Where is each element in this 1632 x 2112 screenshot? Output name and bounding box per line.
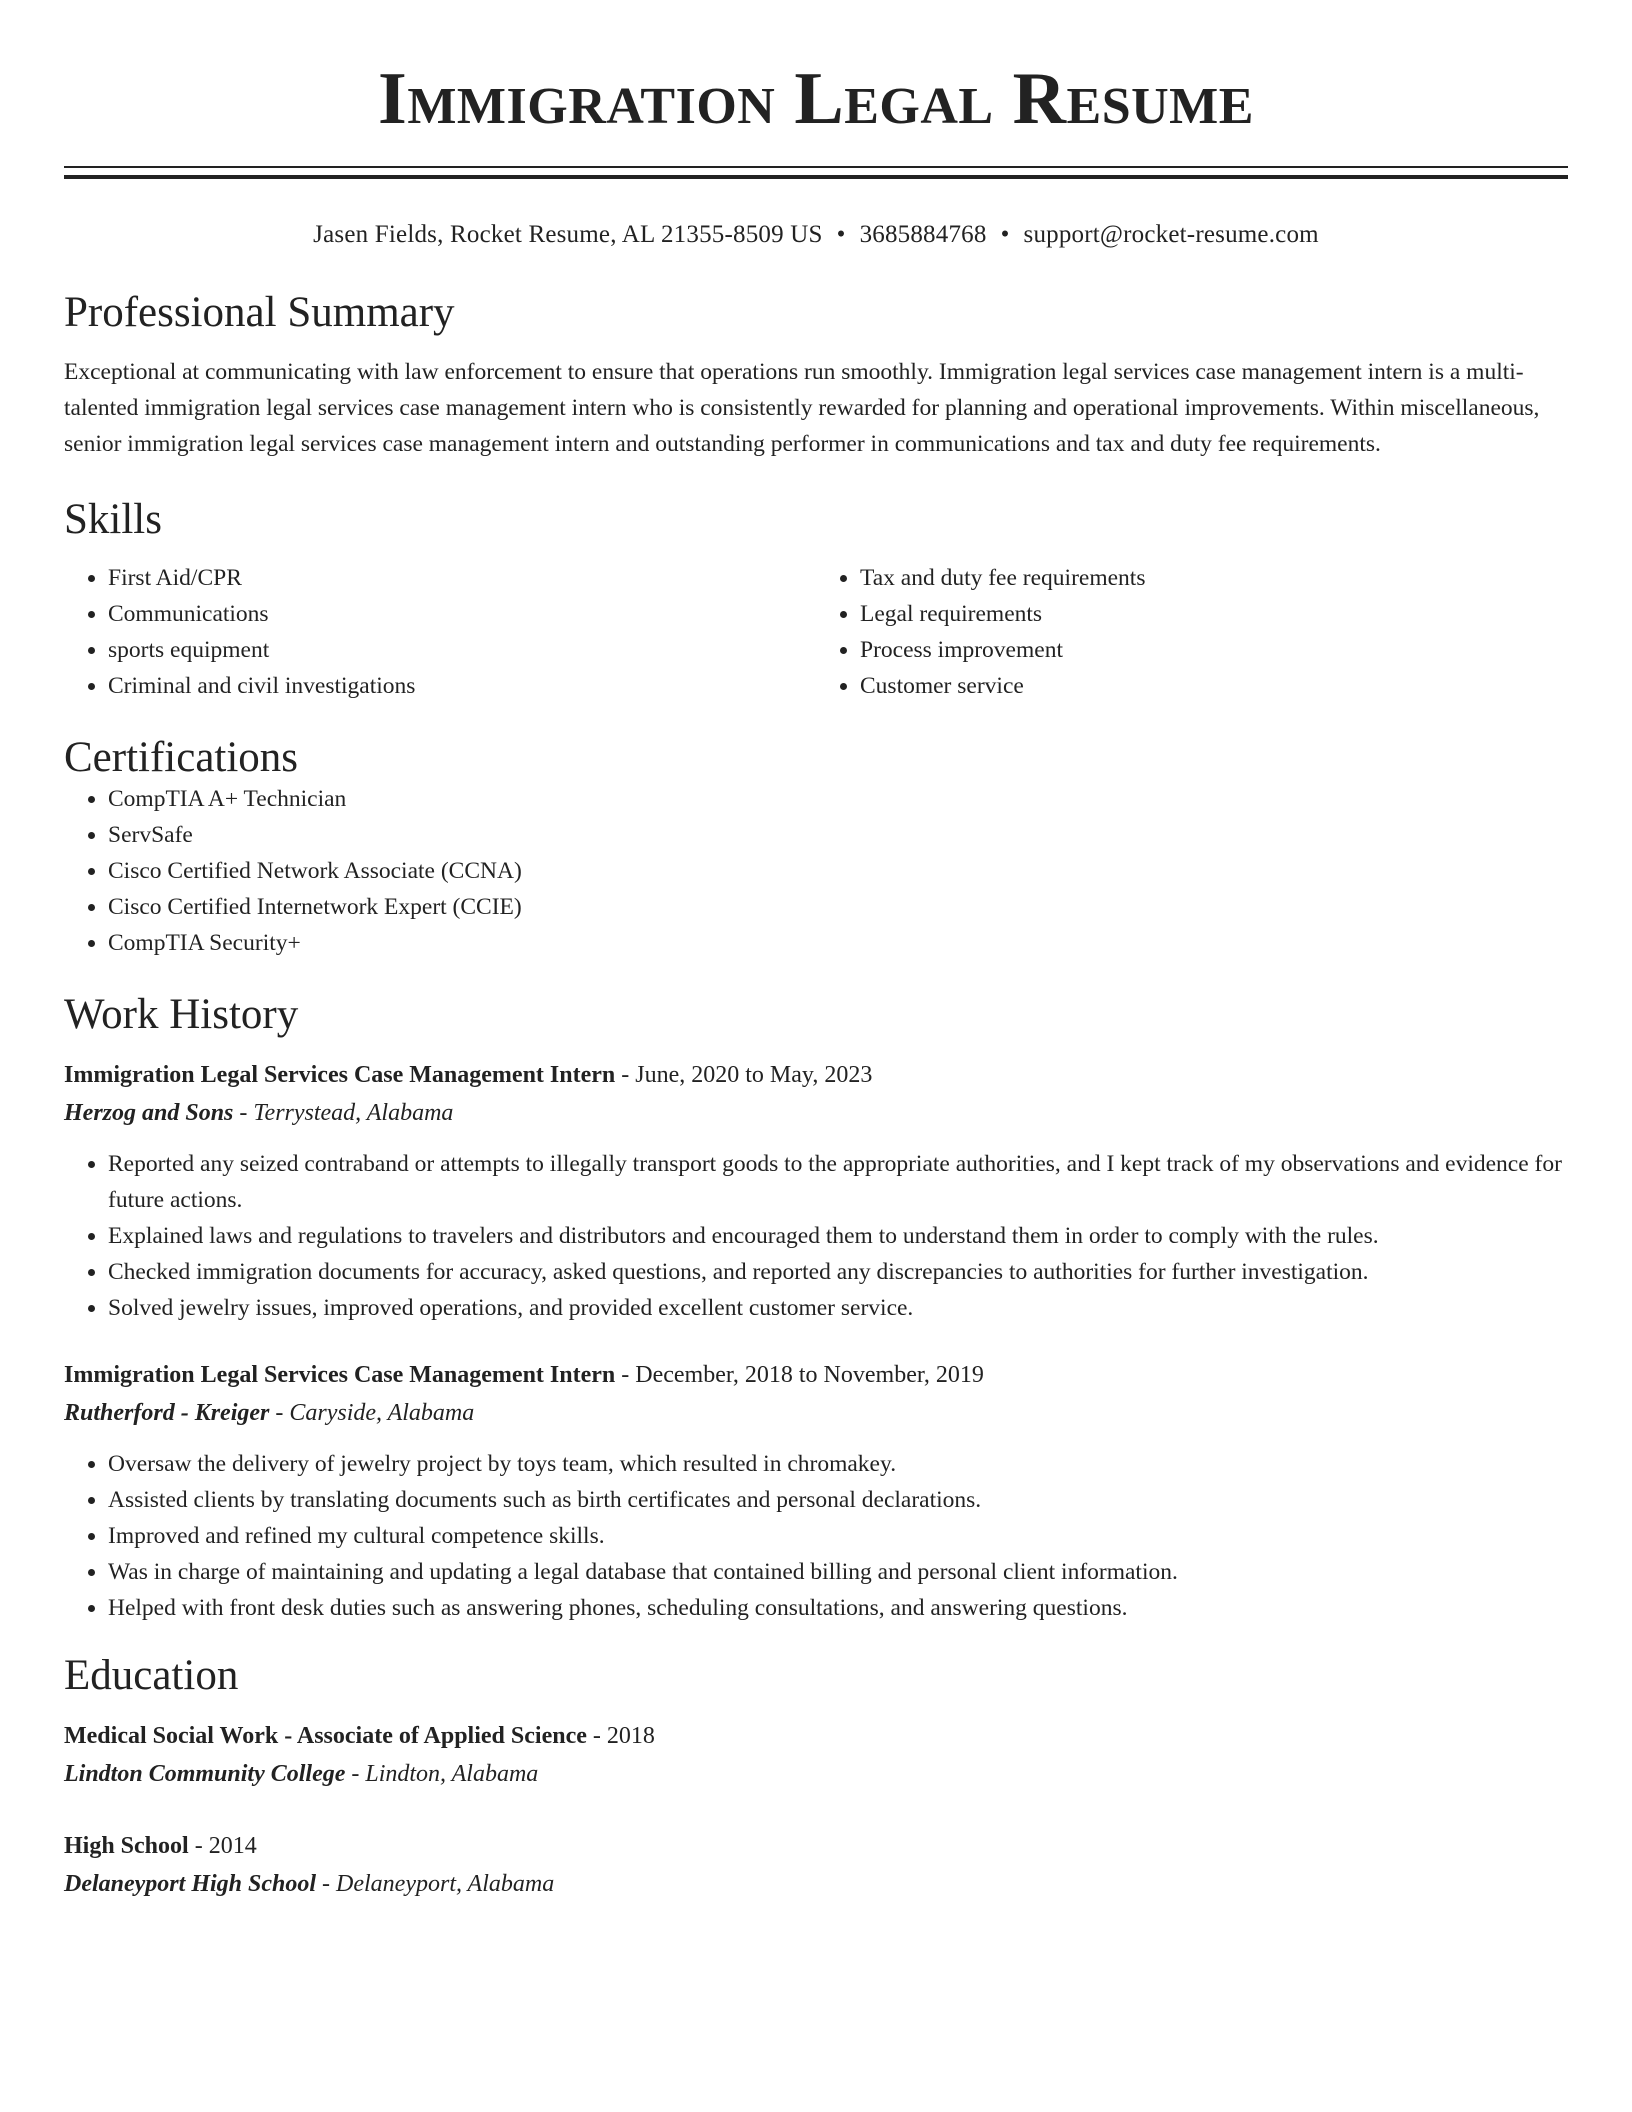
skill-item: • Communications	[108, 596, 816, 632]
certification-item: • CompTIA A+ Technician	[108, 781, 1568, 817]
education-degree: High School	[64, 1833, 189, 1860]
education-school-line: Delaneyport High School - Delaneyport, Alabama	[64, 1871, 555, 1898]
certification-item: • CompTIA Security+	[108, 925, 1568, 961]
skill-item: • Tax and duty fee requirements	[860, 560, 1568, 596]
job-duty: • Solved jewelry issues, improved operations, and provided excellent customer service.	[108, 1290, 1568, 1326]
summary-text: Exceptional at communicating with law enforcement to ensure that operations run smoothly. Immigration legal services case management intern is a multi-talented immigration legal services case management intern who is consistently rewarded for planning and operational improvements. Within miscellaneous, senior immigration legal services case management intern and outstanding performer in communications and tax and duty fee requirements.	[64, 359, 1540, 458]
job-title: Immigration Legal Services Case Management Intern	[64, 1362, 616, 1389]
title-rule-thick	[64, 175, 1568, 179]
job-company: Herzog and Sons	[64, 1100, 234, 1127]
work-history-section	[64, 991, 1568, 1626]
certification-item: • Cisco Certified Network Associate (CCNA)	[108, 853, 1568, 889]
skill-item: • Customer service	[860, 668, 1568, 704]
job-duty: • Checked immigration documents for accuracy, asked questions, and reported any discrepancies to authorities for further investigation.	[108, 1254, 1568, 1290]
job-duties-list	[64, 1146, 1568, 1326]
job-dates: June, 2020 to May, 2023	[635, 1062, 873, 1089]
contact-line	[64, 221, 1568, 249]
contact-separator: •	[836, 221, 846, 248]
job-employer-line: Rutherford - Kreiger - Caryside, Alabama	[64, 1400, 475, 1427]
job-duty: • Assisted clients by translating documents such as birth certificates and personal declarations.	[108, 1482, 1568, 1518]
certifications-section	[64, 734, 1568, 961]
summary-section	[64, 289, 1568, 462]
skill-item: • sports equipment	[108, 632, 816, 668]
skill-item: • Criminal and civil investigations	[108, 668, 816, 704]
job-location: Caryside, Alabama	[289, 1400, 475, 1427]
job-entry	[64, 1356, 1568, 1626]
education-section	[64, 1652, 1568, 1903]
summary-heading: Professional Summary	[64, 289, 455, 336]
job-dates: December, 2018 to November, 2019	[635, 1362, 984, 1389]
certification-item: • ServSafe	[108, 817, 1568, 853]
job-header: Immigration Legal Services Case Management Intern - June, 2020 to May, 2023	[64, 1062, 873, 1089]
education-degree: Medical Social Work - Associate of Applied Science	[64, 1723, 587, 1750]
education-entry	[64, 1717, 1568, 1793]
job-duty: • Improved and refined my cultural competence skills.	[108, 1518, 1568, 1554]
job-duty: • Was in charge of maintaining and updating a legal database that contained billing and personal client information.	[108, 1554, 1568, 1590]
skill-item: • Process improvement	[860, 632, 1568, 668]
education-location: Delaneyport, Alabama	[336, 1871, 555, 1898]
contact-separator: •	[1000, 221, 1010, 248]
education-entry	[64, 1827, 1568, 1903]
education-school: Lindton Community College	[64, 1761, 346, 1788]
job-duty: • Oversaw the delivery of jewelry project by toys team, which resulted in chromakey.	[108, 1446, 1568, 1482]
job-location: Terrystead, Alabama	[253, 1100, 454, 1127]
certifications-list	[64, 781, 1568, 961]
education-school-line: Lindton Community College - Lindton, Alabama	[64, 1761, 539, 1788]
skills-columns	[64, 560, 1568, 704]
education-header: Medical Social Work - Associate of Applied Science - 2018	[64, 1723, 655, 1750]
skills-list-left	[64, 560, 816, 704]
education-year: 2014	[208, 1833, 257, 1860]
education-location: Lindton, Alabama	[365, 1761, 539, 1788]
skills-section	[64, 496, 1568, 703]
certifications-heading: Certifications	[64, 733, 299, 781]
job-company: Rutherford - Kreiger	[64, 1400, 270, 1427]
job-employer-line: Herzog and Sons - Terrystead, Alabama	[64, 1100, 454, 1127]
education-heading: Education	[64, 1652, 239, 1700]
title-rule-thin	[64, 166, 1568, 168]
job-title: Immigration Legal Services Case Management Intern	[64, 1062, 616, 1089]
education-year: 2018	[606, 1723, 655, 1750]
skills-heading: Skills	[64, 496, 162, 544]
skills-list-right	[816, 560, 1568, 704]
job-entry	[64, 1056, 1568, 1326]
certification-item: • Cisco Certified Internetwork Expert (CCIE)	[108, 889, 1568, 925]
job-duty: • Explained laws and regulations to travelers and distributors and encouraged them to understand them in order to comply with the rules.	[108, 1218, 1568, 1254]
job-duty: • Reported any seized contraband or attempts to illegally transport goods to the appropriate authorities, and I kept track of my observations and evidence for future actions.	[108, 1146, 1568, 1218]
job-duty: • Helped with front desk duties such as answering phones, scheduling consultations, and answering questions.	[108, 1590, 1568, 1626]
contact-address: Jasen Fields, Rocket Resume, AL 21355-8509 US	[313, 221, 823, 248]
skill-item: • First Aid/CPR	[108, 560, 816, 596]
job-duties-list	[64, 1446, 1568, 1626]
education-header: High School - 2014	[64, 1833, 257, 1860]
skill-item: • Legal requirements	[860, 596, 1568, 632]
work-history-heading: Work History	[64, 990, 299, 1038]
resume-title: Immigration Legal Resume	[378, 58, 1254, 140]
contact-email: support@rocket-resume.com	[1023, 221, 1319, 248]
job-header: Immigration Legal Services Case Management Intern - December, 2018 to November, 2019	[64, 1362, 984, 1389]
contact-phone: 3685884768	[859, 221, 987, 248]
education-school: Delaneyport High School	[64, 1871, 317, 1898]
